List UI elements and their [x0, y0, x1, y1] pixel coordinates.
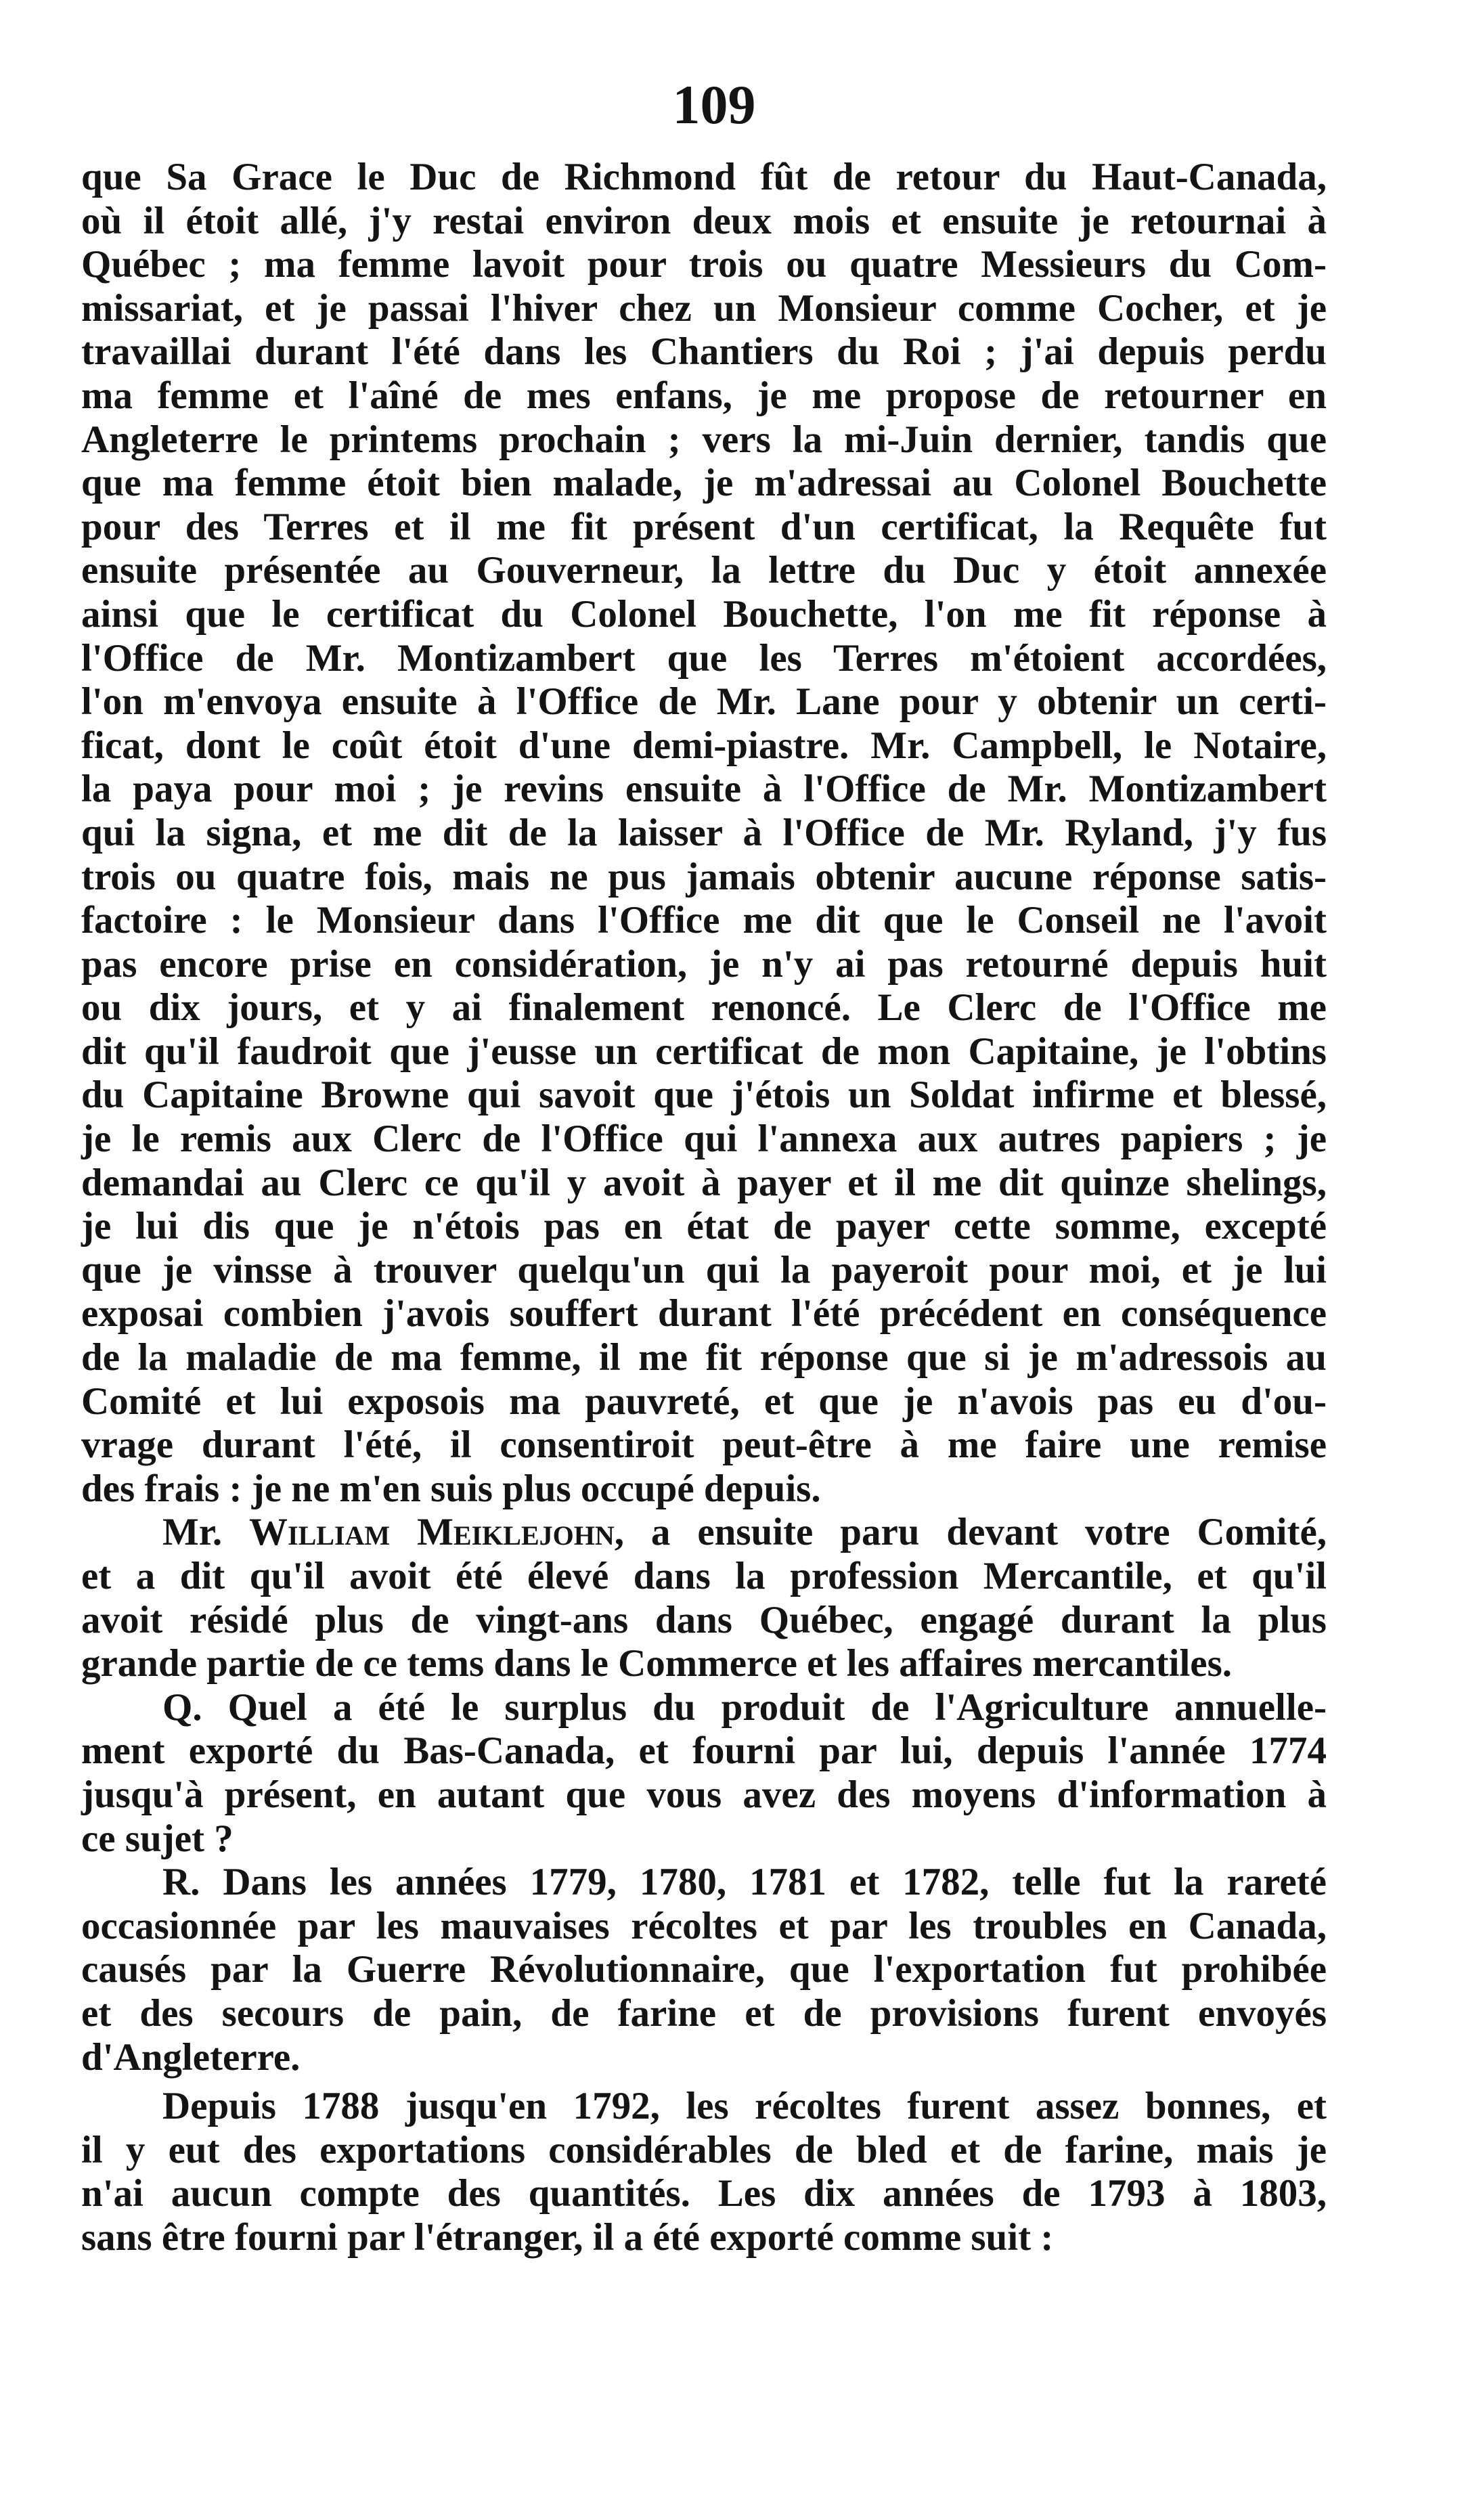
- text-body: [81, 156, 1327, 2260]
- text-line: la paya pour moi ; je revins ensuite à l'Office de Mr. Montizambert: [81, 768, 1327, 811]
- text-line: jusqu'à présent, en autant que vous avez des moyens d'information à: [81, 1773, 1327, 1816]
- text-line: d'Angleterre.: [81, 2035, 301, 2079]
- text-line: demandai au Clerc ce qu'il y avoit à payer et il me dit quinze shelings,: [81, 1161, 1327, 1204]
- text-line: ensuite présentée au Gouverneur, la lettre du Duc y étoit annexée: [81, 549, 1327, 592]
- text-line: et a dit qu'il avoit été élevé dans la profession Mercantile, et qu'il: [81, 1555, 1327, 1597]
- text-line: missariat, et je passai l'hiver chez un Monsieur comme Cocher, et je: [81, 286, 1327, 330]
- text-line: R. Dans les années 1779, 1780, 1781 et 1782, telle fut la rareté: [162, 1861, 1327, 1904]
- paragraph-question: [81, 1686, 1327, 1861]
- text-line: sans être fourni par l'étranger, il a été exporté comme suit :: [81, 2215, 1054, 2259]
- text-line: exposai combien j'avois souffert durant l'été précédent en conséquence: [81, 1292, 1327, 1335]
- text-line: ainsi que le certificat du Colonel Bouchette, l'on me fit réponse à: [81, 592, 1327, 636]
- text-line: Angleterre le printems prochain ; vers la mi-Juin dernier, tandis que: [81, 418, 1327, 461]
- paragraph-witness-intro: [81, 1511, 1327, 1685]
- text-line: n'ai aucun compte des quantités. Les dix années de 1793 à 1803,: [81, 2172, 1327, 2215]
- text-line: [81, 1511, 1327, 1555]
- text-line: de la maladie de ma femme, il me fit réponse que si je m'adressois au: [81, 1336, 1327, 1379]
- witness-line-rest: , a ensuite paru devant votre Comité,: [614, 1511, 1327, 1554]
- text-line: ou dix jours, et y ai finalement renoncé. Le Clerc de l'Office me: [81, 986, 1327, 1030]
- text-line: Québec ; ma femme lavoit pour trois ou quatre Messieurs du Com-: [81, 243, 1327, 286]
- paragraph-gap: [81, 2079, 1327, 2085]
- text-line: pas encore prise en considération, je n'y ai pas retourné depuis huit: [81, 942, 1327, 986]
- text-line: où il étoit allé, j'y restai environ deux mois et ensuite je retournai à: [81, 199, 1327, 242]
- witness-prefix: Mr.: [162, 1511, 250, 1554]
- text-line: vrage durant l'été, il consentiroit peut-être à me faire une remise: [81, 1423, 1327, 1467]
- text-line: ma femme et l'aîné de mes enfans, je me propose de retourner en: [81, 374, 1327, 417]
- text-line: du Capitaine Browne qui savoit que j'étois un Soldat infirme et blessé,: [81, 1074, 1327, 1117]
- text-line: travaillai durant l'été dans les Chantiers du Roi ; j'ai depuis perdu: [81, 330, 1327, 374]
- text-line: ment exporté du Bas-Canada, et fourni par lui, depuis l'année 1774: [81, 1729, 1327, 1773]
- text-line: et des secours de pain, de farine et de provisions furent envoyés: [81, 1991, 1327, 2035]
- witness-name: William Meiklejohn: [249, 1511, 615, 1554]
- text-line: factoire : le Monsieur dans l'Office me dit que le Conseil ne l'avoit: [81, 899, 1327, 942]
- text-line: dit qu'il faudroit que j'eusse un certificat de mon Capitaine, je l'obtins: [81, 1030, 1327, 1073]
- text-line: Depuis 1788 jusqu'en 1792, les récoltes furent assez bonnes, et: [162, 2085, 1327, 2128]
- text-line: que je vinsse à trouver quelqu'un qui la payeroit pour moi, et je lui: [81, 1248, 1327, 1291]
- text-line: grande partie de ce tems dans le Commerce et les affaires mercantiles.: [81, 1642, 1233, 1685]
- text-line: Comité et lui exposois ma pauvreté, et que je n'avois pas eu d'ou-: [81, 1379, 1327, 1423]
- text-line: pour des Terres et il me fit présent d'un certificat, la Requête fut: [81, 505, 1327, 548]
- paragraph-testimony: [81, 156, 1327, 1511]
- text-line: avoit résidé plus de vingt-ans dans Québec, engagé durant la plus: [81, 1598, 1327, 1641]
- text-line: occasionnée par les mauvaises récoltes et par les troubles en Canada,: [81, 1904, 1327, 1947]
- page-number: 109: [672, 74, 756, 135]
- text-line: l'on m'envoya ensuite à l'Office de Mr. Lane pour y obtenir un certi-: [81, 680, 1327, 724]
- text-line: ce sujet ?: [81, 1817, 234, 1860]
- text-line: qui la signa, et me dit de la laisser à l'Office de Mr. Ryland, j'y fus: [81, 811, 1327, 854]
- paragraph-answer: [81, 1861, 1327, 2079]
- text-line: Q. Quel a été le surplus du produit de l'Agriculture annuelle-: [162, 1685, 1327, 1729]
- paragraph-answer-continued: [81, 2085, 1327, 2259]
- text-line: causés par la Guerre Révolutionnaire, que l'exportation fut prohibée: [81, 1948, 1327, 1991]
- text-line: l'Office de Mr. Montizambert que les Terres m'étoient accordées,: [81, 636, 1327, 680]
- text-line: que ma femme étoit bien malade, je m'adressai au Colonel Bouchette: [81, 462, 1327, 505]
- text-line: je le remis aux Clerc de l'Office qui l'annexa aux autres papiers ; je: [81, 1118, 1327, 1161]
- text-line: je lui dis que je n'étois pas en état de payer cette somme, excepté: [81, 1205, 1327, 1248]
- text-line: que Sa Grace le Duc de Richmond fût de retour du Haut-Canada,: [81, 156, 1327, 198]
- text-line: des frais : je ne m'en suis plus occupé depuis.: [81, 1467, 821, 1510]
- document-page: [81, 68, 1327, 2260]
- text-line: il y eut des exportations considérables de bled et de farine, mais je: [81, 2128, 1327, 2171]
- text-line: trois ou quatre fois, mais ne pus jamais obtenir aucune réponse satis-: [81, 855, 1327, 898]
- text-line: ficat, dont le coût étoit d'une demi-piastre. Mr. Campbell, le Notaire,: [81, 724, 1327, 767]
